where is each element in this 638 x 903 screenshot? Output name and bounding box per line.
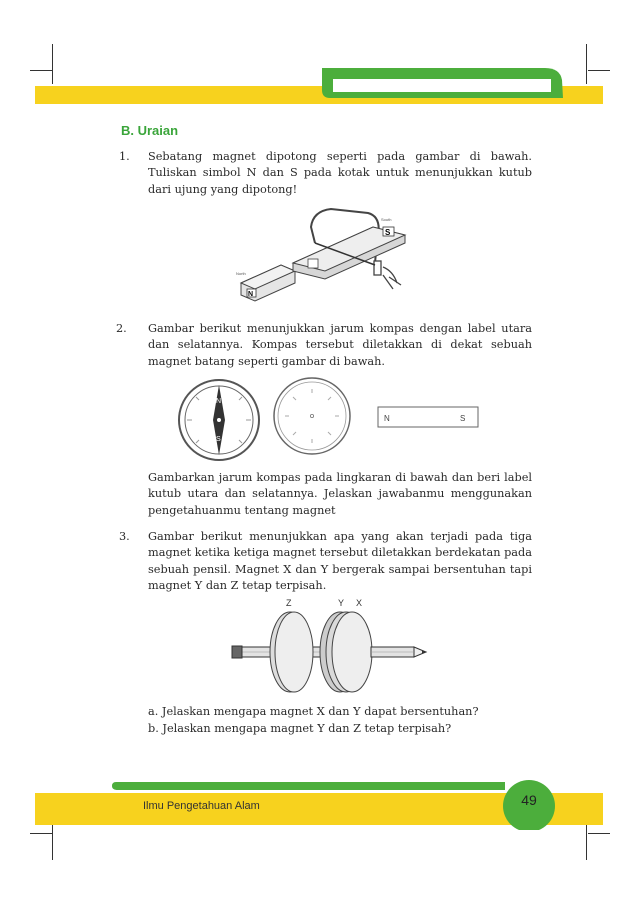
north-label: North	[236, 271, 246, 276]
compass-n-label: N	[216, 398, 222, 405]
pencil-magnets-figure	[228, 594, 433, 698]
question-3-number: 3.	[119, 530, 130, 543]
bar-magnet	[378, 407, 478, 427]
pole-s-label: S	[385, 228, 391, 237]
question-1-number: 1.	[119, 150, 130, 163]
crop-mark	[588, 833, 610, 834]
compass-empty	[274, 378, 350, 454]
question-2-number: 2.	[116, 322, 127, 335]
section-heading: B. Uraian	[121, 123, 179, 138]
bar-n-label: N	[384, 414, 390, 423]
header-band	[0, 0, 638, 110]
crop-mark	[30, 833, 52, 834]
question-1-text: Sebatang magnet dipotong seperti pada gambar di bawah. Tuliskan simbol N dan S pada kotak untuk menunjukkan kutub dari ujung yang dipotong!	[148, 150, 532, 196]
compass-s-label: S	[216, 436, 221, 443]
magnet-z-label: Z	[286, 598, 292, 608]
page-number: 49	[521, 792, 537, 808]
question-2-followup: Gambarkan jarum kompas pada lingkaran di bawah dan beri label kutub utara dan selatannya. Jelaskan jawabanmu menggunakan pengetahuanmu tentang magnet	[148, 471, 532, 517]
compass-figure	[175, 375, 495, 465]
question-3b: b. Jelaskan mengapa magnet Y dan Z tetap terpisah?	[148, 722, 452, 735]
south-label: South	[381, 217, 392, 222]
compass-with-needle	[179, 380, 259, 460]
question-3a: a. Jelaskan mengapa magnet X dan Y dapat bersentuhan?	[148, 705, 479, 718]
magnet-y-label: Y	[338, 598, 345, 608]
cut-magnet-figure	[233, 205, 408, 305]
pole-n-label: N	[248, 291, 254, 298]
question-3-text: Gambar berikut menunjukkan apa yang akan terjadi pada tiga magnet ketika ketiga magnet tersebut diletakkan berdekatan pada sebuah pensil. Magnet X dan Y bergerak sampai bersentuhan tapi magnet Y dan Z tetap terpisah.	[148, 530, 532, 593]
question-2-text: Gambar berikut menunjukkan jarum kompas dengan label utara dan selatannya. Kompas tersebut diletakkan di dekat sebuah magnet batang seperti gambar di bawah.	[148, 322, 532, 368]
magnet-x-label: X	[356, 598, 363, 608]
footer-subject: Ilmu Pengetahuan Alam	[143, 800, 260, 812]
bar-s-label: S	[460, 414, 466, 423]
